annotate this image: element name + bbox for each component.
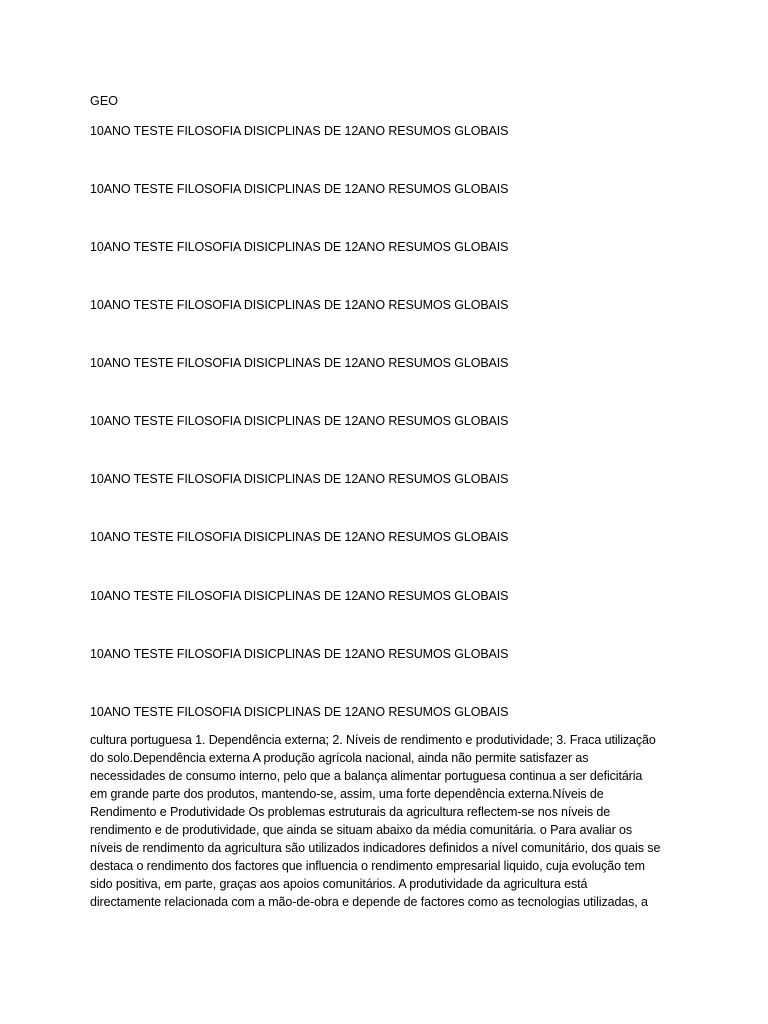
repeated-line: 10ANO TESTE FILOSOFIA DISICPLINAS DE 12ANO RESUMOS GLOBAIS [90, 589, 509, 603]
body-line: cultura portuguesa 1. Dependência externa; 2. Níveis de rendimento e produtividade; 3. Fraca utilização [90, 733, 656, 747]
body-line: Rendimento e Produtividade Os problemas estruturais da agricultura reflectem-se nos níveis de [90, 805, 611, 819]
body-line: destaca o rendimento dos factores que influencia o rendimento empresarial liquido, cuja evolução tem [90, 859, 645, 873]
repeated-line: 10ANO TESTE FILOSOFIA DISICPLINAS DE 12ANO RESUMOS GLOBAIS [90, 356, 509, 370]
repeated-line: 10ANO TESTE FILOSOFIA DISICPLINAS DE 12ANO RESUMOS GLOBAIS [90, 182, 509, 196]
body-line: em grande parte dos produtos, mantendo-se, assim, uma forte dependência externa.Níveis de [90, 787, 604, 801]
body-line: rendimento e de produtividade, que ainda se situam abaixo da média comunitária. o Para avaliar os [90, 823, 633, 837]
repeated-line: 10ANO TESTE FILOSOFIA DISICPLINAS DE 12ANO RESUMOS GLOBAIS [90, 647, 509, 661]
body-line: sido positiva, em parte, graças aos apoios comunitários. A produtividade da agricultura está [90, 877, 588, 891]
body-paragraph [90, 731, 694, 911]
repeated-line: 10ANO TESTE FILOSOFIA DISICPLINAS DE 12ANO RESUMOS GLOBAIS [90, 472, 509, 486]
repeated-line: 10ANO TESTE FILOSOFIA DISICPLINAS DE 12ANO RESUMOS GLOBAIS [90, 240, 509, 254]
repeated-line: 10ANO TESTE FILOSOFIA DISICPLINAS DE 12ANO RESUMOS GLOBAIS [90, 705, 509, 719]
body-line: do solo.Dependência externa A produção agrícola nacional, ainda não permite satisfazer as [90, 751, 589, 765]
repeated-line: 10ANO TESTE FILOSOFIA DISICPLINAS DE 12ANO RESUMOS GLOBAIS [90, 414, 509, 428]
body-line: níveis de rendimento da agricultura são utilizados indicadores definidos a nível comunitário, dos quais se [90, 841, 661, 855]
body-line: necessidades de consumo interno, pelo que a balança alimentar portuguesa continua a ser deficitária [90, 769, 643, 783]
repeated-line: 10ANO TESTE FILOSOFIA DISICPLINAS DE 12ANO RESUMOS GLOBAIS [90, 124, 509, 138]
body-line: directamente relacionada com a mão-de-obra e depende de factores como as tecnologias utilizadas, a [90, 895, 648, 909]
repeated-line: 10ANO TESTE FILOSOFIA DISICPLINAS DE 12ANO RESUMOS GLOBAIS [90, 530, 509, 544]
document-title: GEO [90, 94, 119, 108]
repeated-line: 10ANO TESTE FILOSOFIA DISICPLINAS DE 12ANO RESUMOS GLOBAIS [90, 298, 509, 312]
